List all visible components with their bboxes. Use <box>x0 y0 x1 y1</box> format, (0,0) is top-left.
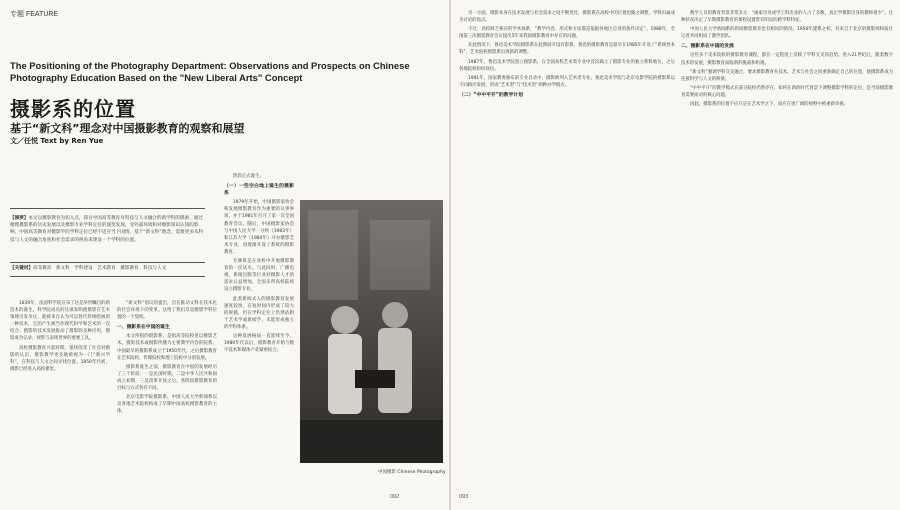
divider-bottom <box>10 276 205 277</box>
right-page <box>451 0 900 510</box>
section-heading: （二）“中中平开”的教学计划 <box>459 92 523 98</box>
page-number-right: 093 <box>459 494 469 500</box>
page-number-left: 092 <box>390 494 400 500</box>
paragraph: 摄影系诞生之前，摄影教育在中国的发展经历了三个阶段：一是民国时期，二是中华人民共和国成立初期，三是改革开放之后。各阶段摄影教育的目标与方式各有不同。 <box>117 364 217 392</box>
paragraph: 因此，摄影系的位置不应只是在艺术学之下，而应在更广阔的视野中被重新审视。 <box>690 102 849 108</box>
chinese-title: 摄影系的位置 <box>10 97 136 121</box>
paragraph: 1991年，国家教委颁布的专业目录中，摄影被列入艺术类专业。鲁迅美术学院与北京电影学院的摄影系以不同路径发展，形成“艺术型”与“技术型”两种办学模式。 <box>459 75 675 88</box>
historic-photo <box>300 200 443 463</box>
section-heading: （一）一些空白地上诞生的摄影系 <box>224 184 294 197</box>
paragraph: 在此情况下，鲁迅美术学院摄影系在此期间开设有影系。鲁迅的摄影教育是最早在1985年开设了“系统性本科”，艺术院校摄影系出现新的调整。 <box>459 43 675 56</box>
keywords <box>10 265 205 272</box>
body-column-5 <box>681 10 893 485</box>
paragraph: 另一方面，摄影本身在技术发展与社会需求之间不断变化，摄影系在高校中的位置也随之调整，学科归属成为讨论的焦点。 <box>459 11 675 24</box>
chinese-subtitle: 基于“新文科”理念对中国摄影教育的观察和展望 <box>10 122 245 135</box>
paragraph: 专修班是在高校中开展摄影教育的一次试水。与此同时，广播电视、新闻出版等行业对摄影人才的需求日益增加，全国多所高校陆续设立摄影专业。 <box>224 259 294 293</box>
body-column-4 <box>459 10 675 485</box>
keywords-text: 高等教育 新文科 学科建设 艺术教育 摄影教育 科技与人文 <box>32 266 167 271</box>
paragraph: 高校摄影教育兴起时期，很快改变了社会对摄影的认识，摄影教学更多地被视为一门“新兴学科”，在科技与人文之间寻找位置。1950年代初，摄影已经进入高校课堂。 <box>10 345 110 372</box>
paragraph: 1987年，鲁迅美术学院创立摄影系，在全国高校艺术类专业中首次确立了摄影专业的独立系科地位，之后各地院校纷纷效仿。 <box>459 59 675 72</box>
paragraph: 1839年，法国科学院宣布了这是举世瞩目的新技术的诞生。科学院成员的这项发明使摄影在艺术领域引发争议，就被来自认为可以替代传统绘画的一种技术，它的产生被当作现代科学和艺术的一次结合。摄影的技术发展推动了摄影的多种应用，摄影成为记录、观察与表现世界的重要工具。 <box>10 301 110 342</box>
abstract-label: 【摘要】 <box>10 216 29 221</box>
paragraph: 阶段正式诞生。 <box>233 174 264 179</box>
divider-top <box>10 208 205 209</box>
paragraph: 北京电影学院摄影系、中国人民大学新闻系以及各地艺术院校构成了早期中国高校摄影教育的主体。 <box>117 395 217 415</box>
body-column-1 <box>10 300 110 480</box>
paragraph: “新文科”强调学科交叉融合，要求摄影教育在技术、艺术与社会之间重新确定自己的位置，使摄影系成为连接科学与人文的桥梁。 <box>681 69 893 82</box>
abstract-text: 本文以摄影教育为切入点，探讨中国高等教育对科技与人文融合的新学科的摸索。通过梳理摄影系的历史发展以及摄影专业学科定位的演变发现，受外部环境和对摄影知识认知的影响，中国高等教育对摄影学的学科定位已经不适应当下国情。基于“新文科”理念，需要更多从科技与人文的融合角度和社会需求的视角来建设一个学科的位置。 <box>10 216 204 243</box>
left-page <box>0 0 449 510</box>
paragraph: 本文所指的摄影系，是指高等院校里以摄影艺术、摄影技术或摄影传播为主要教学内容的院系。中国最早的摄影系成立于1950年代，之后摄影教育在艺术院校、传媒院校和理工院校中分别发展。 <box>117 334 217 361</box>
body-column-3 <box>224 173 294 483</box>
keywords-label: 【关键词】 <box>10 266 33 271</box>
paragraph: 这些多个美术院校的摄影教育课程，都在一定程度上反映了学科交叉的趋势。进入21世纪后，随着数字技术的发展，摄影教育面临新的挑战和机遇。 <box>681 53 893 66</box>
paragraph: 数学人员的教育背景非常多元：“画家出身或学工科出身的人占了多数，真正学摄影出身的教师很少”。这种状况决定了早期摄影教育的课程设置带有明显的跨学科特征。 <box>681 11 893 24</box>
paragraph: 不过，高校缺乏相应的学术体系，“教学内容、形式和方法都是依据各地区自身的条件决定”。1988年，全国第三次摄影教育会议提出5年来我国摄影教育中存在的问题。 <box>459 27 675 40</box>
section-tag: 专题 FEATURE <box>10 11 59 18</box>
paragraph: 1979年开始，中国摄影家协会和发展摄影教育作为重要的议事事项，并于1981年召开了第一次全国教育会议。随后，中国摄影家协会与中国人民大学一分校（1983年）和江苏大学（1984年）开办摄影艺术专业，再逐渐开设了系统的摄影教育。 <box>224 200 294 255</box>
body-column-2 <box>117 300 217 480</box>
paragraph: “中中平开”的教学模式在部分院校仍然存在，如何在新的时代背景下调整摄影学科的定位，是当前摄影教育需要面对的核心问题。 <box>681 85 893 98</box>
divider-mid <box>10 262 205 263</box>
paragraph: 这种发展格局一直延续至今。1980年代以后，摄影教育开始与数字技术和媒体产业紧密结合。 <box>224 333 294 354</box>
paragraph: 此类新闻式入的摄影教育发展速度较快，在短时间内形成了较大的规模，但在学科定位上仍然依附于艺术学或新闻学，未能形成独立的学科体系。 <box>224 296 294 330</box>
section-heading: 一、摄影系在中国的诞生 <box>117 325 170 331</box>
photo-illustration <box>300 200 443 463</box>
section-heading: 二、摄影系在中国的发展 <box>681 44 734 50</box>
english-title: The Positioning of the Photography Department: Observations and Prospects on Chinese Photography Education Based on the "New Liberal Arts" Concept <box>10 60 410 83</box>
paragraph: “新文科”倡议的提出，旨在推动文科在技术化的社会环境下的变革。这给了我们反思摄影学科位置的一个契机。 <box>117 301 217 321</box>
photo-caption: 中国摄影 Chinese Photography <box>378 470 446 475</box>
paragraph: 中国人民大学新闻系的新闻摄影教育也有相同的情况。1956年建系之初，有来自于北京的摄影师和报社记者共同组成了教学团队。 <box>681 27 893 40</box>
byline: 文／任悦 Text by Ren Yue <box>10 137 104 145</box>
abstract <box>10 215 205 244</box>
